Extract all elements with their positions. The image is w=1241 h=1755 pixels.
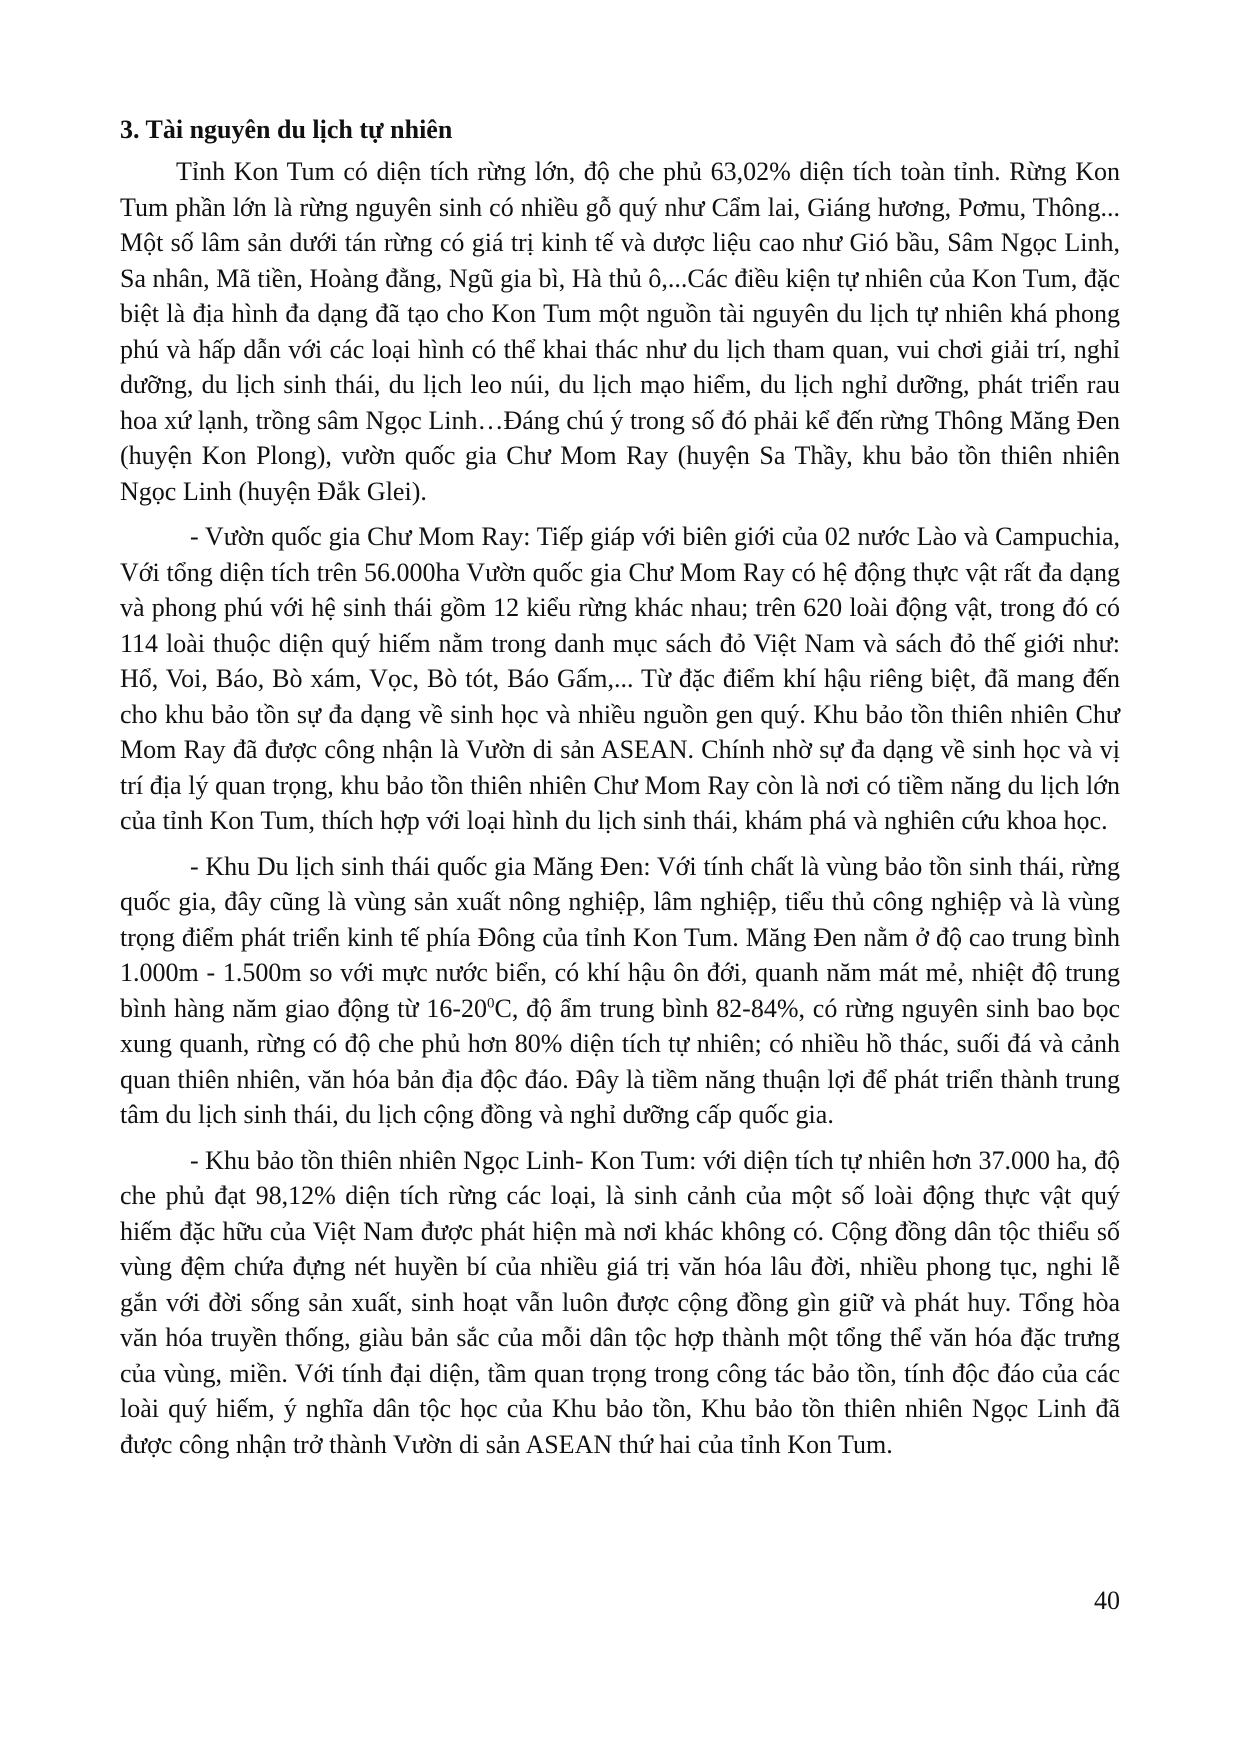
mang-den-text-part-1: - Khu Du lịch sinh thái quốc gia Măng Đen: Với tính chất là vùng bảo tồn sinh thái, rừng quốc gia, đây cũng là vùng sản xuất nông nghiệp, lâm nghiệp, tiểu thủ công nghiệp và là vùng trọng điểm phát triển kinh tế phía Đông của tỉnh Kon Tum. Măng Đen nằm ở độ cao trung bình 1.000m - 1.500m so với mực nước biển, có khí hậu ôn đới, quanh năm mát mẻ, nhiệt độ trung bình hàng năm giao động từ 16-20 [120, 851, 1120, 1023]
degree-superscript: 0 [487, 994, 495, 1011]
document-page [120, 112, 1120, 1472]
page-number: 40 [1094, 1586, 1120, 1615]
section-heading: 3. Tài nguyên du lịch tự nhiên [120, 115, 453, 144]
paragraph-chu-mom-ray: - Vườn quốc gia Chư Mom Ray: Tiếp giáp với biên giới của 02 nước Lào và Campuchia, Với tổng diện tích trên 56.000ha Vườn quốc gia Chư Mom Ray có hệ động thực vật rất đa dạng và phong phú với hệ sinh thái gồm 12 kiểu rừng khác nhau; trên 620 loài động vật, trong đó có 114 loài thuộc diện quý hiếm nằm trong danh mục sách đỏ Việt Nam và sách đỏ thế giới như: Hổ, Voi, Báo, Bò xám, Vọc, Bò tót, Báo Gấm,... Từ đặc điểm khí hậu riêng biệt, đã mang đến cho khu bảo tồn sự đa dạng về sinh học và nhiều nguồn gen quý. Khu bảo tồn thiên nhiên Chư Mom Ray đã được công nhận là Vườn di sản ASEAN. Chính nhờ sự đa dạng về sinh học và vị trí địa lý quan trọng, khu bảo tồn thiên nhiên Chư Mom Ray còn là nơi có tiềm năng du lịch lớn của tỉnh Kon Tum, thích hợp với loại hình du lịch sinh thái, khám phá và nghiên cứu khoa học. [120, 522, 1120, 835]
paragraph-overview: Tỉnh Kon Tum có diện tích rừng lớn, độ che phủ 63,02% diện tích toàn tỉnh. Rừng Kon Tum phần lớn là rừng nguyên sinh có nhiều gỗ quý như Cẩm lai, Giáng hương, Pơmu, Thông... Một số lâm sản dưới tán rừng có giá trị kinh tế và dược liệu cao như Gió bầu, Sâm Ngọc Linh, Sa nhân, Mã tiền, Hoàng đằng, Ngũ gia bì, Hà thủ ô,...Các điều kiện tự nhiên của Kon Tum, đặc biệt là địa hình đa dạng đã tạo cho Kon Tum một nguồn tài nguyên du lịch tự nhiên khá phong phú và hấp dẫn với các loại hình có thể khai thác như du lịch tham quan, vui chơi giải trí, nghỉ dưỡng, du lịch sinh thái, du lịch leo núi, du lịch mạo hiểm, du lịch nghỉ dưỡng, phát triển rau hoa xứ lạnh, trồng sâm Ngọc Linh…Đáng chú ý trong số đó phải kể đến rừng Thông Măng Đen (huyện Kon Plong), vườn quốc gia Chư Mom Ray (huyện Sa Thầy, khu bảo tồn thiên nhiên Ngọc Linh (huyện Đắk Glei). [120, 157, 1120, 506]
mang-den-text-part-2: C, độ ẩm trung bình 82-84%, có rừng nguyên sinh bao bọc xung quanh, rừng có độ che phủ hơn 80% diện tích tự nhiên; có nhiều hồ thác, suối đá và cảnh quan thiên nhiên, văn hóa bản địa độc đáo. Đây là tiềm năng thuận lợi để phát triển thành trung tâm du lịch sinh thái, du lịch cộng đồng và nghỉ dưỡng cấp quốc gia. [120, 993, 1120, 1129]
paragraph-ngoc-linh: - Khu bảo tồn thiên nhiên Ngọc Linh- Kon Tum: với diện tích tự nhiên hơn 37.000 ha, độ che phủ đạt 98,12% diện tích rừng các loại, là sinh cảnh của một số loài động thực vật quý hiếm đặc hữu của Việt Nam được phát hiện mà nơi khác không có. Cộng đồng dân tộc thiểu số vùng đệm chứa đựng nét huyền bí của nhiều giá trị văn hóa lâu đời, nhiều phong tục, nghi lễ gắn với đời sống sản xuất, sinh hoạt vẫn luôn được cộng đồng gìn giữ và phát huy. Tổng hòa văn hóa truyền thống, giàu bản sắc của mỗi dân tộc hợp thành một tổng thể văn hóa đặc trưng của vùng, miền. Với tính đại diện, tầm quan trọng trong công tác bảo tồn, tính độc đáo của các loài quý hiếm, ý nghĩa dân tộc học của Khu bảo tồn, Khu bảo tồn thiên nhiên Ngọc Linh đã được công nhận trở thành Vườn di sản ASEAN thứ hai của tỉnh Kon Tum. [120, 1145, 1120, 1459]
paragraph-mang-den [120, 849, 1120, 1133]
